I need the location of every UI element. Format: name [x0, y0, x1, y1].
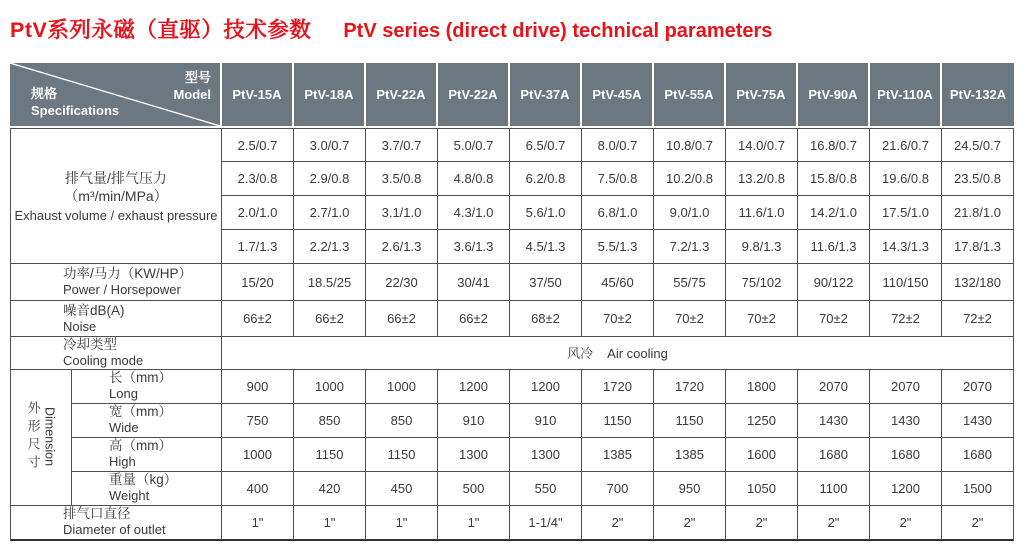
power-value-cell: 37/50 — [510, 264, 582, 301]
model-header: PtV-110A — [870, 63, 942, 128]
power-value-cell: 15/20 — [222, 264, 294, 301]
outlet-value-cell: 2" — [942, 506, 1014, 541]
table-row — [10, 404, 1014, 438]
noise-value-cell: 68±2 — [510, 301, 582, 337]
power-value-cell: 75/102 — [726, 264, 798, 301]
dimension-sub-label-en: Wide — [109, 420, 139, 436]
noise-value-cell: 66±2 — [438, 301, 510, 337]
page-title-en: PtV series (direct drive) technical parameters — [343, 20, 773, 42]
exhaust-value-cell: 4.3/1.0 — [438, 196, 510, 230]
exhaust-value-cell: 9.8/1.3 — [726, 230, 798, 264]
noise-value-cell: 70±2 — [798, 301, 870, 337]
exhaust-value-cell: 15.8/0.8 — [798, 162, 870, 196]
dimension-value-cell: 450 — [366, 472, 438, 506]
dimension-value-cell: 1050 — [726, 472, 798, 506]
dimension-value-cell: 500 — [438, 472, 510, 506]
dimension-value-cell: 1100 — [798, 472, 870, 506]
dimension-value-cell: 400 — [222, 472, 294, 506]
dimension-value-cell: 750 — [222, 404, 294, 438]
dimension-sub-label-en: High — [109, 454, 136, 470]
dimension-value-cell: 1150 — [654, 404, 726, 438]
outlet-value-cell: 1" — [222, 506, 294, 541]
dimension-value-cell: 1250 — [726, 404, 798, 438]
dimension-value-cell: 1150 — [294, 438, 366, 472]
noise-label-cell — [10, 301, 222, 337]
noise-value-cell: 72±2 — [870, 301, 942, 337]
exhaust-value-cell: 24.5/0.7 — [942, 128, 1014, 162]
power-value-cell: 22/30 — [366, 264, 438, 301]
noise-label-en: Noise — [63, 318, 97, 334]
dimension-value-cell: 1150 — [582, 404, 654, 438]
exhaust-value-cell: 3.6/1.3 — [438, 230, 510, 264]
model-header: PtV-90A — [798, 63, 870, 128]
dimension-sub-label-zh: 重量（kg） — [109, 472, 178, 488]
model-header: PtV-15A — [222, 63, 294, 128]
dimension-value-cell: 1600 — [726, 438, 798, 472]
outlet-value-cell: 2" — [654, 506, 726, 541]
outlet-value-cell: 2" — [798, 506, 870, 541]
exhaust-value-cell: 21.6/0.7 — [870, 128, 942, 162]
power-label-zh: 功率/马力（KW/HP） — [63, 266, 193, 282]
dimension-value-cell: 1000 — [366, 370, 438, 404]
dimension-group-label-cell — [10, 370, 72, 506]
exhaust-value-cell: 11.6/1.0 — [726, 196, 798, 230]
table-row — [10, 337, 1014, 370]
table-header-row — [10, 63, 1014, 128]
dimension-value-cell: 2070 — [870, 370, 942, 404]
dimension-value-cell: 1680 — [942, 438, 1014, 472]
dimension-value-cell: 700 — [582, 472, 654, 506]
corner-model-label — [173, 70, 211, 104]
dimension-value-cell: 1680 — [870, 438, 942, 472]
dimension-value-cell: 850 — [294, 404, 366, 438]
exhaust-value-cell: 4.5/1.3 — [510, 230, 582, 264]
exhaust-value-cell: 7.2/1.3 — [654, 230, 726, 264]
exhaust-value-cell: 2.5/0.7 — [222, 128, 294, 162]
exhaust-value-cell: 5.5/1.3 — [582, 230, 654, 264]
exhaust-value-cell: 3.1/1.0 — [366, 196, 438, 230]
exhaust-value-cell: 2.0/1.0 — [222, 196, 294, 230]
exhaust-label-en: Exhaust volume / exhaust pressure — [14, 207, 218, 223]
exhaust-value-cell: 4.8/0.8 — [438, 162, 510, 196]
outlet-value-cell: 1-1/4" — [510, 506, 582, 541]
corner-model-zh: 型号 — [184, 70, 211, 85]
model-header: PtV-132A — [942, 63, 1014, 128]
corner-spec-zh: 规格 — [31, 86, 58, 102]
table-row — [10, 506, 1014, 541]
exhaust-value-cell: 10.8/0.7 — [654, 128, 726, 162]
noise-value-cell: 70±2 — [654, 301, 726, 337]
dimension-value-cell: 1385 — [654, 438, 726, 472]
dimension-value-cell: 910 — [510, 404, 582, 438]
exhaust-value-cell: 7.5/0.8 — [582, 162, 654, 196]
power-value-cell: 45/60 — [582, 264, 654, 301]
dimension-value-cell: 1720 — [654, 370, 726, 404]
dimension-sub-label-cell — [72, 472, 222, 506]
dimension-value-cell: 1150 — [366, 438, 438, 472]
outlet-value-cell: 2" — [582, 506, 654, 541]
noise-value-cell: 66±2 — [222, 301, 294, 337]
outlet-value-cell: 2" — [870, 506, 942, 541]
dimension-value-cell: 2070 — [798, 370, 870, 404]
exhaust-value-cell: 6.5/0.7 — [510, 128, 582, 162]
dimension-sub-label-en: Long — [109, 386, 138, 402]
table-row — [10, 438, 1014, 472]
exhaust-value-cell: 14.2/1.0 — [798, 196, 870, 230]
dimension-sub-label-zh: 高（mm） — [109, 438, 172, 454]
exhaust-value-cell: 8.0/0.7 — [582, 128, 654, 162]
dimension-value-cell: 420 — [294, 472, 366, 506]
exhaust-value-cell: 11.6/1.3 — [798, 230, 870, 264]
noise-value-cell: 72±2 — [942, 301, 1014, 337]
exhaust-value-cell: 6.8/1.0 — [582, 196, 654, 230]
noise-value-cell: 70±2 — [726, 301, 798, 337]
exhaust-label-unit: （m³/min/MPa） — [64, 188, 168, 205]
exhaust-value-cell: 2.2/1.3 — [294, 230, 366, 264]
model-header: PtV-75A — [726, 63, 798, 128]
exhaust-value-cell: 5.6/1.0 — [510, 196, 582, 230]
dimension-sub-label-en: Weight — [109, 488, 150, 504]
exhaust-value-cell: 2.9/0.8 — [294, 162, 366, 196]
dimension-value-cell: 910 — [438, 404, 510, 438]
power-value-cell: 110/150 — [870, 264, 942, 301]
model-header: PtV-55A — [654, 63, 726, 128]
exhaust-value-cell: 6.2/0.8 — [510, 162, 582, 196]
cooling-value-zh: 风冷 — [567, 346, 594, 362]
exhaust-value-cell: 14.0/0.7 — [726, 128, 798, 162]
model-header: PtV-45A — [582, 63, 654, 128]
exhaust-value-cell: 3.5/0.8 — [366, 162, 438, 196]
exhaust-value-cell: 10.2/0.8 — [654, 162, 726, 196]
power-label-cell — [10, 264, 222, 301]
dimension-value-cell: 1680 — [798, 438, 870, 472]
cooling-value-en: Air cooling — [607, 346, 668, 362]
noise-value-cell: 70±2 — [582, 301, 654, 337]
dimension-value-cell: 1200 — [438, 370, 510, 404]
dimension-sub-label-zh: 长（mm） — [109, 370, 172, 386]
page-title — [10, 13, 772, 44]
power-label-en: Power / Horsepower — [63, 282, 181, 298]
corner-spec-en: Specifications — [31, 103, 120, 119]
model-header: PtV-18A — [294, 63, 366, 128]
exhaust-value-cell: 2.7/1.0 — [294, 196, 366, 230]
exhaust-value-cell: 19.6/0.8 — [870, 162, 942, 196]
dimension-value-cell: 900 — [222, 370, 294, 404]
model-header: PtV-22A — [438, 63, 510, 128]
dimension-value-cell: 1200 — [870, 472, 942, 506]
table-row — [10, 472, 1014, 506]
dimension-value-cell: 1800 — [726, 370, 798, 404]
noise-value-cell: 66±2 — [366, 301, 438, 337]
table-row — [10, 301, 1014, 337]
exhaust-value-cell: 21.8/1.0 — [942, 196, 1014, 230]
dimension-value-cell: 1300 — [438, 438, 510, 472]
dimension-sub-label-cell — [72, 404, 222, 438]
exhaust-label-cell — [10, 128, 222, 264]
dimension-value-cell: 1430 — [942, 404, 1014, 438]
exhaust-value-cell: 17.5/1.0 — [870, 196, 942, 230]
dimension-value-cell: 850 — [366, 404, 438, 438]
power-value-cell: 90/122 — [798, 264, 870, 301]
power-value-cell: 55/75 — [654, 264, 726, 301]
dimension-label-en: Dimension — [42, 407, 57, 467]
dimension-value-cell: 1430 — [870, 404, 942, 438]
exhaust-value-cell: 2.6/1.3 — [366, 230, 438, 264]
exhaust-value-cell: 1.7/1.3 — [222, 230, 294, 264]
dimension-value-cell: 1500 — [942, 472, 1014, 506]
exhaust-value-cell: 3.0/0.7 — [294, 128, 366, 162]
noise-label-zh: 噪音dB(A) — [63, 302, 125, 318]
dimension-value-cell: 1300 — [510, 438, 582, 472]
outlet-label-en: Diameter of outlet — [63, 522, 166, 538]
exhaust-value-cell: 13.2/0.8 — [726, 162, 798, 196]
cooling-label-en: Cooling mode — [63, 353, 144, 369]
exhaust-value-cell: 16.8/0.7 — [798, 128, 870, 162]
model-header: PtV-22A — [366, 63, 438, 128]
cooling-label-zh: 冷却类型 — [63, 337, 117, 352]
dimension-value-cell: 550 — [510, 472, 582, 506]
outlet-value-cell: 1" — [366, 506, 438, 541]
dimension-value-cell: 2070 — [942, 370, 1014, 404]
cooling-label-cell — [10, 337, 222, 370]
corner-spec-label — [31, 86, 119, 120]
cooling-value-cell — [222, 337, 1014, 370]
table-corner-cell — [10, 63, 222, 128]
exhaust-value-cell: 3.7/0.7 — [366, 128, 438, 162]
corner-model-en: Model — [173, 86, 211, 102]
noise-value-cell: 66±2 — [294, 301, 366, 337]
dimension-sub-label-cell — [72, 370, 222, 404]
outlet-label-zh: 排气口直径 — [63, 506, 131, 522]
parameters-table — [10, 63, 1014, 541]
dimension-value-cell: 1200 — [510, 370, 582, 404]
exhaust-value-cell: 23.5/0.8 — [942, 162, 1014, 196]
page-title-zh: PtV系列永磁（直驱）技术参数 — [10, 18, 312, 42]
power-value-cell: 132/180 — [942, 264, 1014, 301]
power-value-cell: 18.5/25 — [294, 264, 366, 301]
dimension-value-cell: 950 — [654, 472, 726, 506]
dimension-sub-label-cell — [72, 438, 222, 472]
table-row — [10, 264, 1014, 301]
outlet-value-cell: 1" — [438, 506, 510, 541]
dimension-value-cell: 1000 — [222, 438, 294, 472]
dimension-group-label — [11, 401, 71, 473]
dimension-value-cell: 1385 — [582, 438, 654, 472]
dimension-value-cell: 1430 — [798, 404, 870, 438]
outlet-label-cell — [10, 506, 222, 541]
power-value-cell: 30/41 — [438, 264, 510, 301]
exhaust-value-cell: 2.3/0.8 — [222, 162, 294, 196]
dimension-label-zh: 外形尺寸 — [25, 401, 41, 474]
dimension-value-cell: 1720 — [582, 370, 654, 404]
exhaust-label-zh: 排气量/排气压力 — [65, 170, 167, 187]
dimension-value-cell: 1000 — [294, 370, 366, 404]
outlet-value-cell: 1" — [294, 506, 366, 541]
table-row — [10, 128, 1014, 162]
model-header: PtV-37A — [510, 63, 582, 128]
exhaust-value-cell: 17.8/1.3 — [942, 230, 1014, 264]
exhaust-value-cell: 5.0/0.7 — [438, 128, 510, 162]
dimension-sub-label-zh: 宽（mm） — [109, 404, 172, 420]
exhaust-value-cell: 14.3/1.3 — [870, 230, 942, 264]
exhaust-value-cell: 9.0/1.0 — [654, 196, 726, 230]
table-row — [10, 370, 1014, 404]
outlet-value-cell: 2" — [726, 506, 798, 541]
